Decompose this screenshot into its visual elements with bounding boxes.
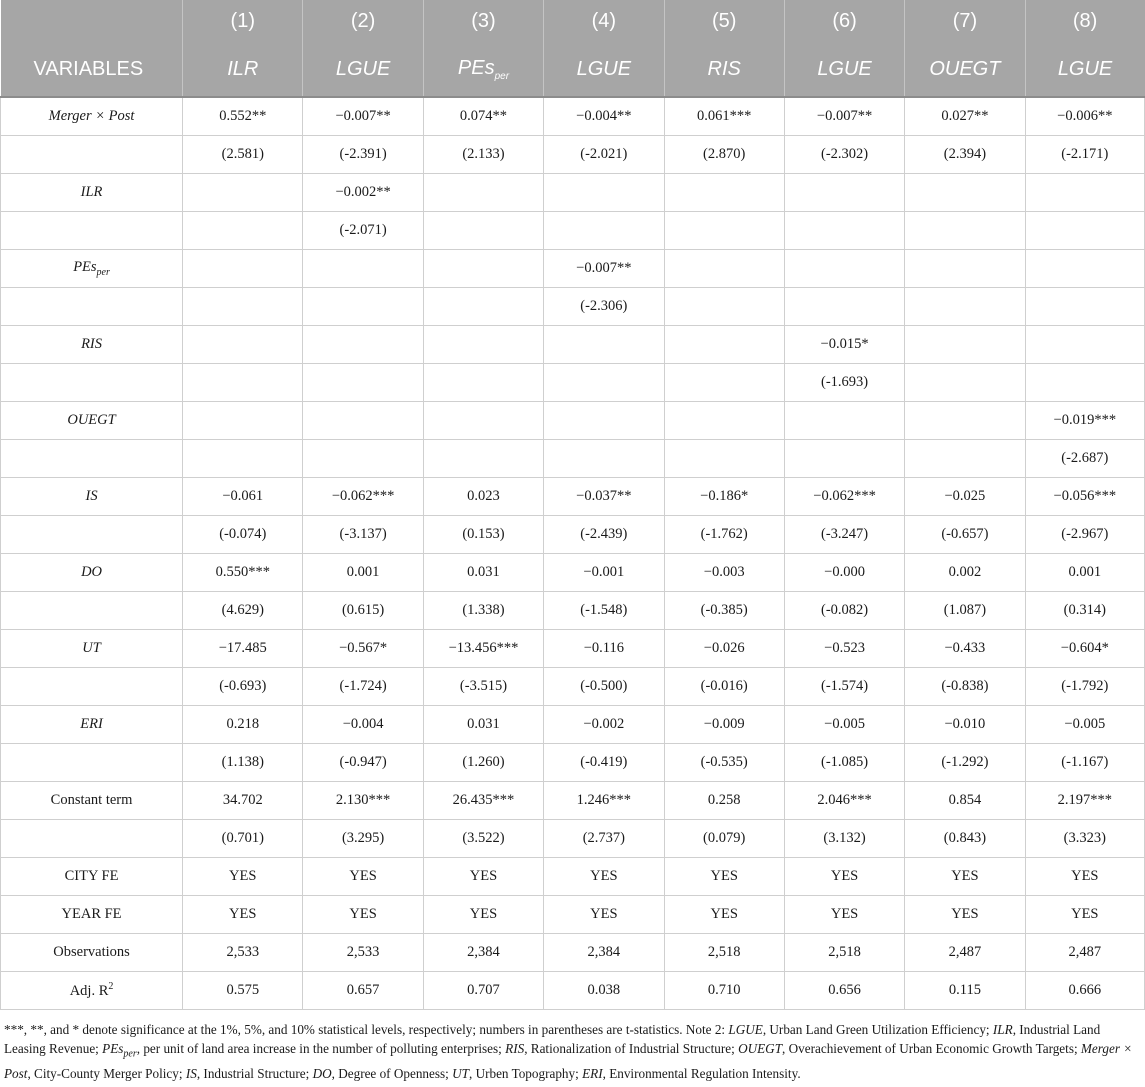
value-cell: YES [784,896,904,934]
row-label-base: Adj. R [69,982,109,999]
coefficient-cell: −0.062*** [303,478,423,516]
coefficient-cell: −0.005 [784,706,904,744]
row-label-pes [1,250,183,288]
t-statistic-cell: (-0.693) [183,668,303,706]
value-cell: YES [544,858,664,896]
t-statistic-cell [905,288,1025,326]
empty-label-cell [1,744,183,782]
note-def-ilr: , Industrial Land Leasing Revenue; [4,1022,1101,1056]
t-statistic-cell: (3.323) [1025,820,1144,858]
t-statistic-cell: (-2.302) [784,136,904,174]
coefficient-cell: −0.009 [664,706,784,744]
note-def-lgue: , Urban Land Green Utilization Efficiency; [762,1022,993,1037]
note-abbr-is: IS [185,1065,197,1081]
t-statistic-cell: (-1.548) [544,592,664,630]
t-statistic-cell [784,212,904,250]
column-number: (5) [664,0,784,42]
coefficient-cell: −0.037** [544,478,664,516]
coefficient-cell: 2.197*** [1025,782,1144,820]
table-row-do-coef [1,554,1145,592]
t-statistic-cell [303,288,423,326]
t-statistic-cell: (0.701) [183,820,303,858]
value-cell: 2,487 [1025,934,1144,972]
column-number: (6) [784,0,904,42]
coefficient-cell [784,174,904,212]
t-statistic-cell: (-0.016) [664,668,784,706]
t-statistic-cell: (-0.074) [183,516,303,554]
t-statistic-cell: (-1.693) [784,364,904,402]
empty-label-cell [1,440,183,478]
table-row-pes-coef [1,250,1145,288]
column-number: (8) [1025,0,1144,42]
table-row-const-coef [1,782,1145,820]
note-abbr-pes-base: PEs [102,1041,124,1056]
t-statistic-cell [664,364,784,402]
coefficient-cell: 0.031 [423,706,543,744]
table-row-cityfe [1,858,1145,896]
coefficient-cell [1025,250,1144,288]
empty-label-cell [1,516,183,554]
coefficient-cell: 1.246*** [544,782,664,820]
coefficient-cell: −0.002 [544,706,664,744]
coefficient-cell: 0.552** [183,97,303,136]
table-body [1,97,1145,1010]
column-number: (3) [423,0,543,42]
value-cell: YES [664,896,784,934]
note-abbr-lgue: LGUE [728,1022,763,1037]
coefficient-cell: −0.005 [1025,706,1144,744]
coefficient-cell: −0.019*** [1025,402,1144,440]
dependent-variable-base: PEs [457,56,495,79]
value-cell: YES [784,858,904,896]
note-abbr-pes-sub: per [123,1048,137,1060]
dependent-variable: LGUE [1025,42,1144,97]
t-statistic-cell: (-2.071) [303,212,423,250]
coefficient-cell: −0.116 [544,630,664,668]
empty-label-cell [1,364,183,402]
coefficient-cell: −0.002** [303,174,423,212]
coefficient-cell: 0.001 [1025,554,1144,592]
t-statistic-cell [905,212,1025,250]
note-abbr-merger: Merger × Post [4,1041,1133,1081]
row-label-subscript: per [96,266,110,278]
t-statistic-cell: (-1.167) [1025,744,1144,782]
table-row-ris-coef [1,326,1145,364]
coefficient-cell [664,250,784,288]
t-statistic-cell [1025,364,1144,402]
table-row-obs [1,934,1145,972]
row-label-adjr2 [1,972,183,1010]
coefficient-cell [423,250,543,288]
coefficient-cell: −0.007** [303,97,423,136]
value-cell: YES [183,858,303,896]
coefficient-cell [784,402,904,440]
t-statistic-cell [784,440,904,478]
empty-label-cell [1,212,183,250]
t-statistic-cell: (-0.419) [544,744,664,782]
row-label-obs: Observations [1,934,183,972]
dependent-variable-subscript: per [494,70,510,82]
coefficient-cell [303,250,423,288]
table-row-merger-coef [1,97,1145,136]
value-cell: 0.707 [423,972,543,1010]
value-cell: YES [1025,858,1144,896]
row-label-base: PEs [73,259,97,276]
t-statistic-cell: (-2.439) [544,516,664,554]
dependent-variable: LGUE [544,42,664,97]
value-cell: 0.038 [544,972,664,1010]
empty-label-cell [1,820,183,858]
row-label-ut: UT [1,630,183,668]
coefficient-cell: 0.031 [423,554,543,592]
t-statistic-cell [544,364,664,402]
row-label-cityfe: CITY FE [1,858,183,896]
coefficient-cell [183,174,303,212]
t-statistic-cell: (1.087) [905,592,1025,630]
value-cell: 0.115 [905,972,1025,1010]
table-row-merger-tstat [1,136,1145,174]
t-statistic-cell [784,288,904,326]
t-statistic-cell: (-0.500) [544,668,664,706]
coefficient-cell: −0.000 [784,554,904,592]
empty-label-cell [1,592,183,630]
t-statistic-cell: (-2.306) [544,288,664,326]
t-statistic-cell: (-2.391) [303,136,423,174]
t-statistic-cell [303,364,423,402]
t-statistic-cell: (-1.724) [303,668,423,706]
t-statistic-cell: (2.394) [905,136,1025,174]
empty-label-cell [1,288,183,326]
dependent-variable: RIS [664,42,784,97]
dependent-variable: LGUE [784,42,904,97]
t-statistic-cell [423,212,543,250]
value-cell: 2,518 [664,934,784,972]
t-statistic-cell: (-1.292) [905,744,1025,782]
t-statistic-cell: (3.295) [303,820,423,858]
t-statistic-cell: (-3.137) [303,516,423,554]
row-label-ilr: ILR [1,174,183,212]
table-row-ouegt-coef [1,402,1145,440]
t-statistic-cell: (1.260) [423,744,543,782]
value-cell: YES [423,858,543,896]
t-statistic-cell: (-1.762) [664,516,784,554]
coefficient-cell: −0.604* [1025,630,1144,668]
table-row-ouegt-tstat [1,440,1145,478]
coefficient-cell: 0.258 [664,782,784,820]
coefficient-cell: −0.003 [664,554,784,592]
t-statistic-cell [423,288,543,326]
row-label-ris: RIS [1,326,183,364]
coefficient-cell: 26.435*** [423,782,543,820]
t-statistic-cell [183,440,303,478]
coefficient-cell: −0.007** [544,250,664,288]
coefficient-cell: −17.485 [183,630,303,668]
table-row-ut-coef [1,630,1145,668]
coefficient-cell: 0.074** [423,97,543,136]
value-cell: YES [1025,896,1144,934]
note-def-eri: , Environmental Regulation Intensity. [602,1065,801,1081]
table-row-is-coef [1,478,1145,516]
column-number: (1) [183,0,303,42]
value-cell: 2,518 [784,934,904,972]
coefficient-cell [664,402,784,440]
t-statistic-cell [544,440,664,478]
coefficient-cell: −0.025 [905,478,1025,516]
column-number: (4) [544,0,664,42]
t-statistic-cell: (-0.082) [784,592,904,630]
value-cell: YES [544,896,664,934]
t-statistic-cell: (0.843) [905,820,1025,858]
header-empty-cell [1,0,183,42]
t-statistic-cell: (0.079) [664,820,784,858]
t-statistic-cell: (4.629) [183,592,303,630]
coefficient-cell [303,402,423,440]
dependent-variable: LGUE [303,42,423,97]
coefficient-cell: −0.567* [303,630,423,668]
t-statistic-cell [664,212,784,250]
note-def-pes: , per unit of land area increase in the number of polluting enterprises; [136,1041,506,1056]
row-label-yearfe: YEAR FE [1,896,183,934]
note-abbr-ilr: ILR [992,1022,1013,1037]
coefficient-cell: −0.062*** [784,478,904,516]
t-statistic-cell: (2.133) [423,136,543,174]
coefficient-cell: −0.010 [905,706,1025,744]
row-label-superscript: 2 [108,981,114,993]
note-abbr-ut: UT [452,1065,469,1081]
t-statistic-cell: (1.138) [183,744,303,782]
coefficient-cell: 34.702 [183,782,303,820]
dependent-variable: ILR [183,42,303,97]
t-statistic-cell [1025,212,1144,250]
table-row-adjr2 [1,972,1145,1010]
row-label-eri: ERI [1,706,183,744]
coefficient-cell: 0.023 [423,478,543,516]
row-label-do: DO [1,554,183,592]
coefficient-cell: −0.006** [1025,97,1144,136]
value-cell: 2,384 [423,934,543,972]
coefficient-cell [544,402,664,440]
note-def-ouegt: , Overachievement of Urban Economic Growth Targets; [782,1041,1081,1056]
value-cell: 0.575 [183,972,303,1010]
coefficient-cell [303,326,423,364]
coefficient-cell: −0.007** [784,97,904,136]
t-statistic-cell [183,212,303,250]
note-abbr-eri: ERI [582,1065,603,1081]
t-statistic-cell: (0.153) [423,516,543,554]
value-cell: 2,533 [303,934,423,972]
column-number: (2) [303,0,423,42]
coefficient-cell [664,326,784,364]
table-row-ut-tstat [1,668,1145,706]
t-statistic-cell: (0.615) [303,592,423,630]
coefficient-cell: −0.004** [544,97,664,136]
t-statistic-cell: (-0.535) [664,744,784,782]
value-cell: YES [303,896,423,934]
row-label-merger: Merger × Post [1,97,183,136]
coefficient-cell: −0.056*** [1025,478,1144,516]
table-row-ilr-tstat [1,212,1145,250]
value-cell: 0.656 [784,972,904,1010]
table-header [1,0,1145,97]
t-statistic-cell [423,440,543,478]
t-statistic-cell: (2.581) [183,136,303,174]
coefficient-cell [905,174,1025,212]
table-row-const-tstat [1,820,1145,858]
coefficient-cell [905,326,1025,364]
column-number: (7) [905,0,1025,42]
table-row-eri-tstat [1,744,1145,782]
table-note [0,1010,1145,1083]
coefficient-cell [1025,174,1144,212]
row-label-ouegt: OUEGT [1,402,183,440]
table-row-eri-coef [1,706,1145,744]
coefficient-cell [183,250,303,288]
table-row-ris-tstat [1,364,1145,402]
coefficient-cell: 2.046*** [784,782,904,820]
note-def-ut: , Urben Topography; [468,1065,583,1081]
coefficient-cell [544,326,664,364]
coefficient-cell: 0.854 [905,782,1025,820]
table-row-yearfe [1,896,1145,934]
t-statistic-cell: (-1.792) [1025,668,1144,706]
value-cell: 0.657 [303,972,423,1010]
note-abbr-do: DO [312,1065,332,1081]
value-cell: 2,384 [544,934,664,972]
coefficient-cell: −0.433 [905,630,1025,668]
t-statistic-cell [423,364,543,402]
t-statistic-cell: (-2.687) [1025,440,1144,478]
coefficient-cell: 0.002 [905,554,1025,592]
t-statistic-cell: (3.522) [423,820,543,858]
note-def-ris: , Rationalization of Industrial Structure; [524,1041,739,1056]
coefficient-cell: 2.130*** [303,782,423,820]
value-cell: YES [423,896,543,934]
t-statistic-cell: (-0.947) [303,744,423,782]
t-statistic-cell [664,288,784,326]
note-def-is: , Industrial Structure; [196,1065,313,1081]
note-abbr-pes [102,1041,137,1060]
t-statistic-cell [303,440,423,478]
coefficient-cell [423,402,543,440]
t-statistic-cell: (-0.838) [905,668,1025,706]
coefficient-cell: 0.218 [183,706,303,744]
value-cell: 2,533 [183,934,303,972]
t-statistic-cell: (1.338) [423,592,543,630]
coefficient-cell [905,402,1025,440]
coefficient-cell: 0.061*** [664,97,784,136]
coefficient-cell [664,174,784,212]
t-statistic-cell: (-3.515) [423,668,543,706]
note-def-merger: , City-County Merger Policy; [27,1065,186,1081]
note-abbr-ris: RIS [505,1041,525,1056]
t-statistic-cell [1025,288,1144,326]
coefficient-cell: −13.456*** [423,630,543,668]
coefficient-cell [905,250,1025,288]
table-row-do-tstat [1,592,1145,630]
table-row-pes-tstat [1,288,1145,326]
coefficient-cell [784,250,904,288]
header-row-variables [1,42,1145,97]
table-row-is-tstat [1,516,1145,554]
value-cell: 2,487 [905,934,1025,972]
dependent-variable: OUEGT [905,42,1025,97]
value-cell: 0.666 [1025,972,1144,1010]
value-cell: YES [664,858,784,896]
empty-label-cell [1,668,183,706]
coefficient-cell [1025,326,1144,364]
t-statistic-cell: (-2.967) [1025,516,1144,554]
value-cell: YES [303,858,423,896]
t-statistic-cell: (-0.657) [905,516,1025,554]
coefficient-cell: −0.061 [183,478,303,516]
value-cell: YES [905,858,1025,896]
t-statistic-cell [544,212,664,250]
coefficient-cell: −0.186* [664,478,784,516]
t-statistic-cell: (2.737) [544,820,664,858]
t-statistic-cell: (-1.574) [784,668,904,706]
t-statistic-cell [183,364,303,402]
header-row-numbers [1,0,1145,42]
t-statistic-cell: (-2.171) [1025,136,1144,174]
coefficient-cell [544,174,664,212]
value-cell: YES [183,896,303,934]
coefficient-cell [423,174,543,212]
coefficient-cell: 0.001 [303,554,423,592]
t-statistic-cell [183,288,303,326]
coefficient-cell: −0.004 [303,706,423,744]
variables-header: VARIABLES [1,42,183,97]
value-cell: YES [905,896,1025,934]
coefficient-cell: −0.001 [544,554,664,592]
note-def-do: , Degree of Openness; [331,1065,453,1081]
value-cell: 0.710 [664,972,784,1010]
coefficient-cell: 0.550*** [183,554,303,592]
t-statistic-cell: (-3.247) [784,516,904,554]
dependent-variable [423,42,543,97]
t-statistic-cell: (0.314) [1025,592,1144,630]
coefficient-cell: −0.523 [784,630,904,668]
coefficient-cell [183,326,303,364]
t-statistic-cell [905,440,1025,478]
t-statistic-cell [905,364,1025,402]
coefficient-cell: −0.026 [664,630,784,668]
note-significance: ***, **, and * denote significance at the 1%, 5%, and 10% statistical levels, respectively; numbers in parentheses are t-statistics. Note 2: [4,1022,729,1037]
t-statistic-cell: (3.132) [784,820,904,858]
coefficient-cell [183,402,303,440]
row-label-const: Constant term [1,782,183,820]
coefficient-cell: −0.015* [784,326,904,364]
row-label-is: IS [1,478,183,516]
coefficient-cell [423,326,543,364]
t-statistic-cell [664,440,784,478]
t-statistic-cell: (-2.021) [544,136,664,174]
note-abbr-ouegt: OUEGT [738,1041,783,1056]
empty-label-cell [1,136,183,174]
coefficient-cell: 0.027** [905,97,1025,136]
table-row-ilr-coef [1,174,1145,212]
t-statistic-cell: (-0.385) [664,592,784,630]
t-statistic-cell: (-1.085) [784,744,904,782]
t-statistic-cell: (2.870) [664,136,784,174]
